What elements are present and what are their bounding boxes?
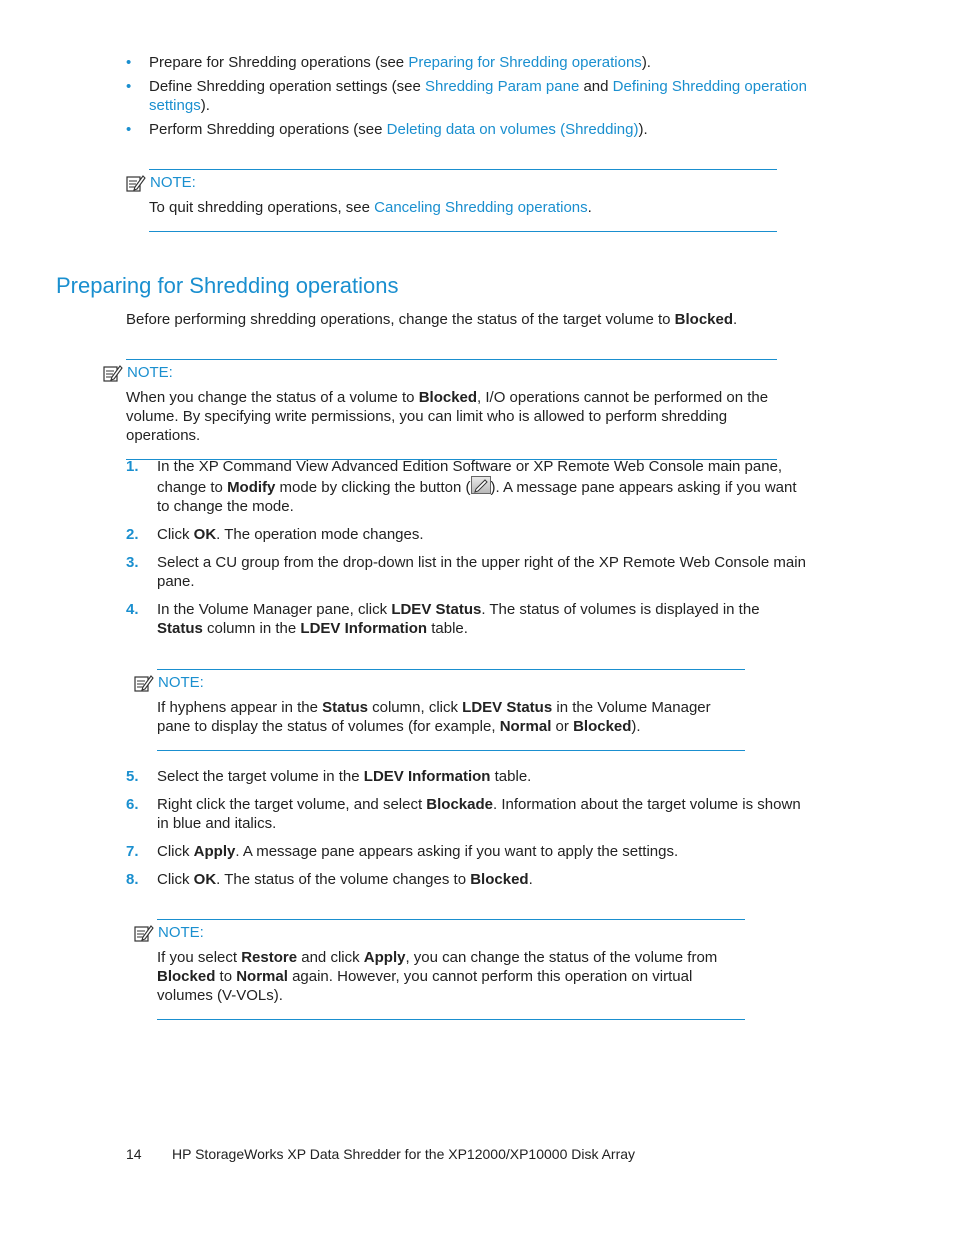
list-item: • Prepare for Shredding operations (see Preparing for Shredding operations). — [126, 54, 651, 71]
step-item: 8. Click OK. The status of the volume changes to Blocked. — [126, 871, 533, 888]
list-item: • Define Shredding operation settings (see Shredding Param pane and Defining Shredding operation settings). — [126, 78, 807, 114]
bullet-icon: • — [126, 121, 132, 138]
step-number: 8. — [126, 871, 139, 888]
list-item: • Perform Shredding operations (see Deleting data on volumes (Shredding)). — [126, 121, 648, 138]
step-number: 4. — [126, 601, 139, 618]
procedure-steps — [126, 457, 806, 647]
note-pencil-icon — [103, 364, 123, 382]
step-item: 4. In the Volume Manager pane, click LDEV Status. The status of volumes is displayed in the Status column in the LDEV Information table. — [126, 601, 760, 637]
divider — [149, 231, 777, 232]
intro-bullet-list — [126, 53, 816, 144]
link-shredding-param-pane[interactable]: Shredding Param pane — [425, 78, 580, 95]
divider — [157, 669, 745, 670]
step-number: 5. — [126, 768, 139, 785]
note-pencil-icon — [134, 674, 154, 692]
note-label: NOTE: — [158, 674, 204, 691]
modify-mode-button-icon — [471, 476, 491, 494]
note-header — [103, 363, 777, 382]
link-deleting-data[interactable]: Deleting data on volumes (Shredding) — [386, 121, 639, 138]
step-item: 7. Click Apply. A message pane appears asking if you want to apply the settings. — [126, 843, 679, 860]
note-header — [126, 173, 777, 192]
step-item: 3. Select a CU group from the drop-down list in the upper right of the XP Remote Web Console main pane. — [126, 554, 806, 590]
link-defining-shredding-settings[interactable]: Defining Shredding operation settings — [149, 78, 807, 114]
note-pencil-icon — [126, 174, 146, 192]
note-header — [134, 673, 745, 692]
step-number: 2. — [126, 526, 139, 543]
document-title: HP StorageWorks XP Data Shredder for the XP12000/XP10000 Disk Array — [172, 1146, 636, 1162]
bullet-icon: • — [126, 78, 132, 95]
step-item: 1. In the XP Command View Advanced Edition Software or XP Remote Web Console main pane, change to Modify mode by clicking the button ( ). A message pane appears asking if you want to change the mode. — [126, 458, 797, 515]
divider — [157, 1019, 745, 1020]
note-box — [103, 359, 777, 460]
bullet-icon: • — [126, 54, 132, 71]
note-header — [134, 923, 745, 942]
note-label: NOTE: — [158, 924, 204, 941]
divider — [157, 919, 745, 920]
divider — [126, 359, 777, 360]
link-preparing-shredding[interactable]: Preparing for Shredding operations — [408, 54, 642, 71]
note-label: NOTE: — [127, 364, 173, 381]
note-box — [134, 919, 745, 1020]
note-label: NOTE: — [150, 174, 196, 191]
step-number: 6. — [126, 796, 139, 813]
step-number: 3. — [126, 554, 139, 571]
section-title: Preparing for Shredding operations — [56, 273, 399, 298]
divider — [149, 169, 777, 170]
page-footer — [126, 1145, 635, 1164]
step-number: 1. — [126, 458, 139, 475]
step-number: 7. — [126, 843, 139, 860]
note-text: If you select Restore and click Apply, you can change the status of the volume from Blocked to Normal again. However, you cannot perform this operation on virtual volumes (V-VOLs). — [157, 949, 718, 1004]
page-number: 14 — [126, 1146, 142, 1162]
note-pencil-icon — [134, 924, 154, 942]
note-text: To quit shredding operations, see Canceling Shredding operations. — [149, 199, 592, 216]
note-box — [126, 169, 777, 232]
procedure-steps — [126, 767, 806, 898]
step-item: 6. Right click the target volume, and select Blockade. Information about the target volume is shown in blue and italics. — [126, 796, 801, 832]
note-text: If hyphens appear in the Status column, click LDEV Status in the Volume Manager pane to display the status of volumes (for example, Normal or Blocked). — [157, 699, 711, 735]
step-item: 2. Click OK. The operation mode changes. — [126, 526, 424, 543]
intro-paragraph: Before performing shredding operations, change the status of the target volume to Blocked. — [126, 311, 738, 328]
step-item: 5. Select the target volume in the LDEV Information table. — [126, 768, 532, 785]
divider — [157, 750, 745, 751]
link-canceling-shredding[interactable]: Canceling Shredding operations — [374, 199, 588, 216]
note-box — [134, 669, 745, 751]
note-text: When you change the status of a volume to Blocked, I/O operations cannot be performed on the volume. By specifying write permissions, you can limit who is allowed to perform shredding operations. — [126, 389, 769, 444]
